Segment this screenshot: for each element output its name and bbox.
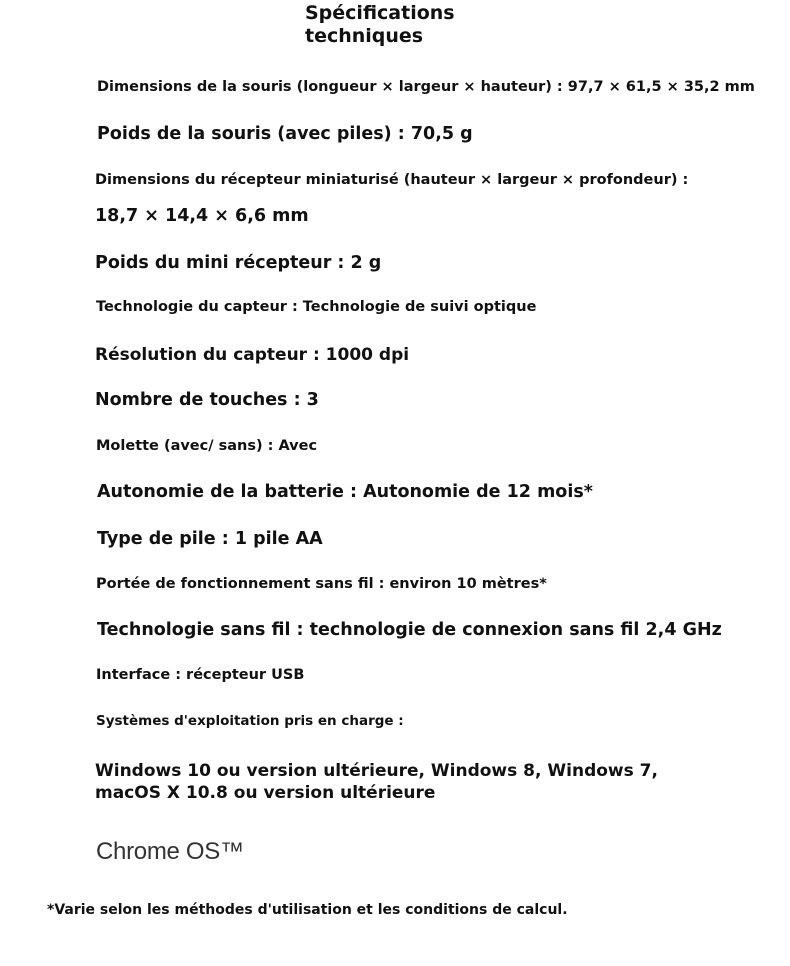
spec-supported-os-label: Systèmes d'exploitation pris en charge : <box>96 713 404 729</box>
footnote: *Varie selon les méthodes d'utilisation et les conditions de calcul. <box>47 902 568 918</box>
spec-mouse-dimensions: Dimensions de la souris (longueur × largeur × hauteur) : 97,7 × 61,5 × 35,2 mm <box>97 79 755 95</box>
spec-scroll-wheel: Molette (avec/ sans) : Avec <box>96 438 318 454</box>
spec-receiver-dimensions-value: 18,7 × 14,4 × 6,6 mm <box>95 206 309 226</box>
spec-interface: Interface : récepteur USB <box>96 667 305 683</box>
spec-battery-life: Autonomie de la batterie : Autonomie de 12 mois* <box>97 482 593 502</box>
spec-sensor-resolution: Résolution du capteur : 1000 dpi <box>95 345 410 365</box>
spec-wireless-technology: Technologie sans fil : technologie de connexion sans fil 2,4 GHz <box>97 620 722 640</box>
spec-button-count: Nombre de touches : 3 <box>95 390 319 410</box>
spec-supported-os-list: Windows 10 ou version ultérieure, Windows 8, Windows 7, macOS X 10.8 ou version ultérieure <box>95 761 658 803</box>
spec-sensor-technology: Technologie du capteur : Technologie de suivi optique <box>96 299 537 315</box>
chrome-os-label: Chrome OS™ <box>96 838 244 865</box>
spec-receiver-weight: Poids du mini récepteur : 2 g <box>95 253 382 273</box>
spec-battery-type: Type de pile : 1 pile AA <box>97 529 323 549</box>
spec-receiver-dimensions-label: Dimensions du récepteur miniaturisé (hauteur × largeur × profondeur) : <box>95 172 689 188</box>
spec-wireless-range: Portée de fonctionnement sans fil : environ 10 mètres* <box>96 576 547 592</box>
page-title: Spécifications techniques <box>305 2 455 47</box>
spec-mouse-weight: Poids de la souris (avec piles) : 70,5 g <box>97 124 473 144</box>
